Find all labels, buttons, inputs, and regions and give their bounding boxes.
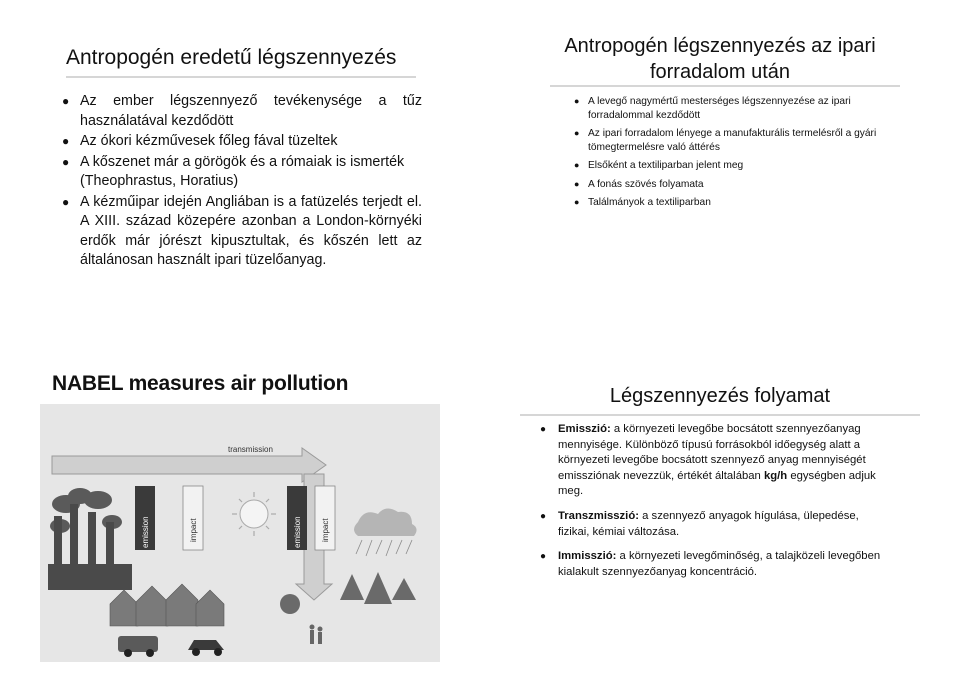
bullet-icon: ●: [62, 134, 70, 148]
rain-icon: [356, 540, 412, 556]
list-item: ● Transzmisszió: a szennyező anyagok hígulása, ülepedése, fizikai, kémiai változása.: [540, 509, 859, 538]
bullet-icon: ●: [574, 96, 580, 106]
slide-2-title-rule: [550, 85, 900, 87]
slide-2-title: [480, 33, 960, 85]
trees-icon: [280, 572, 416, 614]
list-item: ● A kézműipar idején Angliában is a fatüzelés terjedt el. A XIII. század közepére azonban a London-környéki erdők már jórészt kipusztultak, és kőszén lett az általánosan használt ipari tüzelőanyag.: [62, 193, 422, 268]
transmission-label: transmission: [228, 445, 273, 454]
slide-4: [480, 342, 960, 684]
cloud-icon: [354, 508, 417, 536]
slide-2-title-line-1: Antropogén légszennyezés az ipari: [564, 35, 876, 57]
slide-1-title: Antropogén eredetű légszennyezés: [66, 46, 397, 69]
slide-2: [480, 0, 960, 342]
slide-1: [0, 0, 480, 342]
emission-label-right: emission: [293, 516, 302, 548]
illustration-svg: [40, 404, 440, 662]
factory-icon: [48, 504, 132, 590]
van-icon: [118, 636, 158, 657]
bullet-icon: ●: [574, 197, 580, 207]
list-item: ● Az ókori kézművesek főleg fával tüzeltek: [62, 132, 422, 152]
bullet-icon: ●: [574, 178, 580, 189]
people-icon: [310, 625, 323, 645]
list-item: ● Az ember légszennyező tevékenysége a tűz használatával kezdődött: [62, 93, 422, 129]
list-item: ● A fonás szövés folyamata: [574, 178, 704, 190]
bullet-icon: ●: [540, 551, 547, 563]
slide-1-title-rule: [66, 76, 416, 78]
slide-4-bullet-list: [540, 422, 890, 589]
sun-icon: [232, 492, 276, 536]
bullet-icon: ●: [62, 94, 70, 108]
air-pollution-illustration: [40, 404, 440, 662]
houses-icon: [110, 584, 224, 626]
list-item: ● Emisszió: a környezeti levegőbe bocsátott szennyezőanyag mennyisége. Különböző típusú forrásokból időegység alatt a környezeti levegőbe bocsátott szennyező anyag mennyiségét emissziónak nevezzük, értékét általában kg/h egységben adjuk meg.: [540, 423, 876, 498]
list-item: ● Immisszió: a környezeti levegőminőség, a talajközeli levegőben kialakult szennyezőanyag koncentráció.: [540, 550, 881, 578]
list-item: ● A levegő nagymértű mesterséges légszennyezése az ipari forradalommal kezdődött: [574, 96, 851, 121]
transmission-arrow-icon: [52, 448, 326, 482]
list-item: ● Találmányok a textiliparban: [574, 197, 711, 208]
impact-label-left: impact: [189, 518, 198, 542]
impact-label-right: impact: [321, 518, 330, 542]
list-item: ● A kőszenet már a görögök és a rómaiak is ismerték (Theophrastus, Horatius): [62, 153, 405, 189]
car-icon: [188, 640, 224, 656]
list-item: ● Elsőként a textiliparban jelent meg: [574, 160, 744, 171]
bullet-icon: ●: [574, 128, 580, 138]
bullet-icon: ●: [62, 154, 70, 169]
bullet-icon: ●: [540, 510, 547, 522]
slide-3: [0, 342, 480, 684]
list-item: ● Az ipari forradalom lényege a manufakturális termelésről a gyári tömegtermelésre való áttérés: [574, 128, 877, 153]
slide-1-bullet-list: [62, 92, 422, 272]
slide-4-title: Légszennyezés folyamat: [609, 385, 831, 407]
slide-4-title-rule: [520, 414, 920, 416]
emission-label-left: emission: [141, 516, 150, 548]
bullet-icon: ●: [540, 424, 547, 435]
bullet-icon: ●: [574, 160, 580, 170]
bullet-icon: ●: [62, 194, 70, 209]
slide-2-bullet-list: [574, 95, 904, 215]
slide-2-title-line-2: forradalom után: [649, 61, 791, 83]
slide-3-title: NABEL measures air pollution: [52, 372, 349, 395]
